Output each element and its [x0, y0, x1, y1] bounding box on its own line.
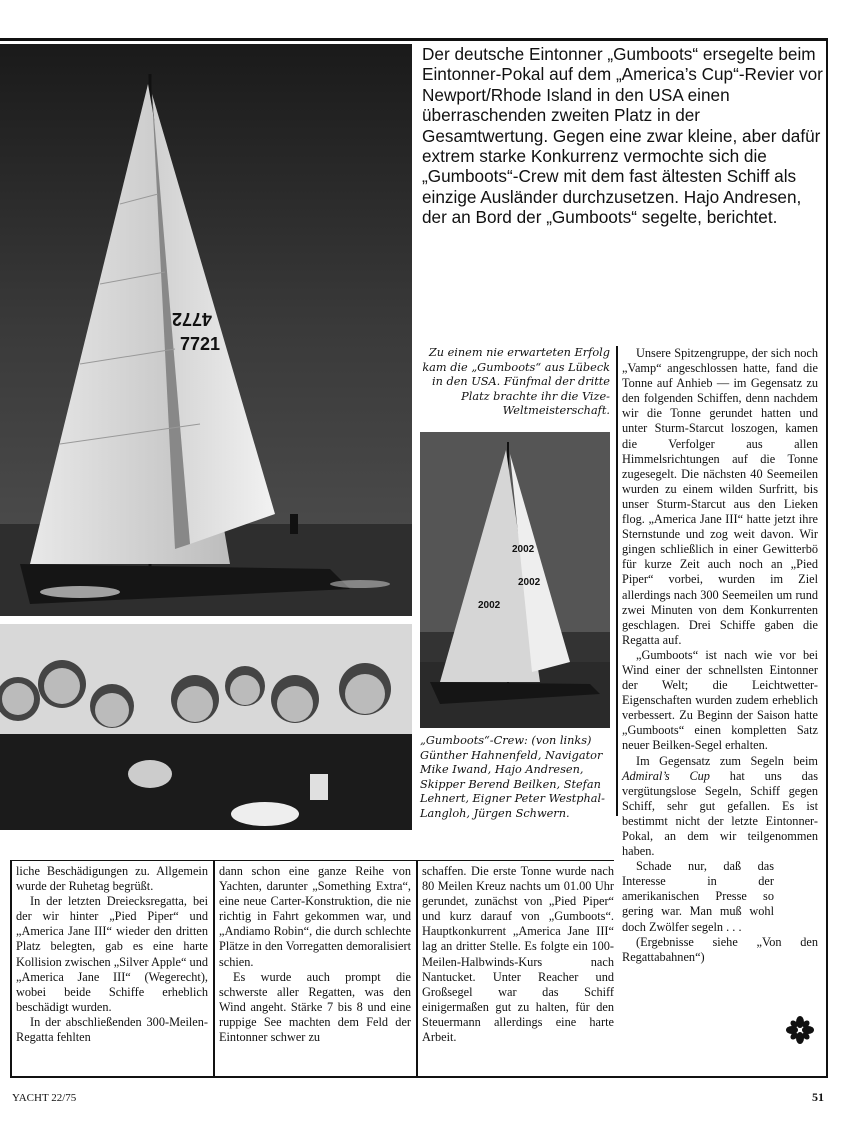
photo-caption-top: Zu einem nie erwarteten Erfolg kam die „Gumboots“ aus Lübeck in den USA. Fünfmal der dritte Platz brachte ihr die Vize-Weltmeisterschaft. [422, 346, 610, 418]
bottom-rule-2 [213, 860, 215, 1076]
right-para-2: „Gumboots“ ist nach wie vor bei Wind einer der schnellsten Eintonner der Welt; die Leichtwetter-Eigenschaften wurden zudem erheblich verbessert. Zu Beginn der Saison hatte „Gumboots“ einen kompletten Satz neuer Beilken-Segel erhalten. [622, 647, 818, 753]
col2-para-1: dann schon eine ganze Reihe von Yachten, darunter „Something Extra“, eine neue Carter-Konstruktion, die nie richtig in Fahrt gekommen war, und „Andiamo Robin“, die durch schlechte Plätze in den Vorregatten demoralisiert schien. [219, 864, 411, 969]
col3-para-1: schaffen. Die erste Tonne wurde nach 80 Meilen Kreuz nachts um 01.00 Uhr gerundet, zunächst von „Pied Piper“ und kurz darauf von „Gumboots“. Hauptkonkurrent „America Jane III“ lag an dritter Stelle. Es folgte ein 100-Meilen-Halbwinds-Kurs nach Nantucket. Unter Reacher und Großsegel war das Schiff einigermaßen gut zu halten, für den Steuermann allerdings eine harte Arbeit. [422, 864, 614, 1045]
small-sail-number-1: 2002 [512, 544, 535, 555]
bottom-column-1 [16, 864, 208, 1045]
bottom-column-3 [422, 864, 614, 1045]
right-column [622, 346, 818, 965]
bottom-box-top [10, 860, 614, 861]
magazine-issue: YACHT 22/75 [12, 1092, 77, 1104]
photo-caption-crew: „Gumboots“-Crew: (von links) Günther Hahnenfeld, Navigator Mike Iwand, Hajo Andresen, Skipper Berend Beilken, Stefan Lehnert, Eigner Peter Westphal-Langloh, Jürgen Schwern. [420, 734, 605, 820]
col2-para-2: Es wurde auch prompt die schwerste aller Regatten, was den Wind angeht. Stärke 7 bis 8 und eine ruppige See machten dem Feld der Eintonner schwer zu [219, 969, 411, 1045]
bottom-box-bottom [10, 1076, 828, 1078]
right-para-1: Unsere Spitzengruppe, der sich noch „Vamp“ angeschlossen hatte, fand die Tonne auf Anhieb — im Gegensatz zu den folgenden Schiffen, denn nachdem wir die Tonne gerundet hatten und unter Sturm-Starcut loszogen, kamen die Verfolger aus allen Himmelsrichtungen auf die Tonne zugesegelt. Die nächsten 40 Seemeilen wurden zu einem wilden Surfritt, bis unser Sturm-Starcut aus den Lieken flog. „America Jane III“ hatte jetzt ihre Sternstunde und zog weit davon. Wir gingen schließlich in einer Gewitterbö für kurze Zeit auch noch an „Pied Piper“ vorbei, wurden im Ziel allerdings nach 300 Seemeilen um rund zwei Minuten von dem Konkurrenten geschlagen. Drei Schiffe gaben die Regatta auf. [622, 346, 818, 647]
right-para-4: Schade nur, daß das Interesse in der amerikanischen Presse so gering war. Man muß wohl doch Zwölfer segeln . . . [622, 859, 774, 934]
small-sailboat-photo [420, 432, 610, 728]
small-sail-number-3: 2002 [478, 600, 501, 611]
crew-photo [0, 624, 412, 830]
right-para-5: (Ergebnisse siehe „Von den Regattabahnen“) [622, 934, 818, 964]
col1-para-2: In der letzten Dreiecksregatta, bei der wir hinter „Pied Piper“ und „America Jane III“ wieder den dritten Platz belegten, gab es eine harte Kollision zwischen „Silver Apple“ und „America Jane III“ (Wegerecht), wobei beide Schiffe erheblich beschädigt wurden. [16, 894, 208, 1014]
bottom-column-2 [219, 864, 411, 1045]
main-sail-number-top: 4772 [172, 309, 213, 329]
small-sail-number-2: 2002 [518, 577, 541, 588]
right-para-3: Im Gegensatz zum Segeln beim Admiral’s Cup hat uns das vergütungslose Segeln, Schiff gegen Schiff, sehr gut gefallen. Es ist bestimmt nicht der letzte Eintonner-Pokal, an dem wir teilgenommen haben. [622, 753, 818, 859]
main-sailboat-photo [0, 44, 412, 616]
end-mark-icon [786, 1016, 814, 1044]
col1-para-3: In der abschließenden 300-Meilen-Regatta fehlten [16, 1014, 208, 1045]
intro-text: Der deutsche Eintonner „Gumboots“ ersegelte beim Eintonner-Pokal auf dem „America’s Cup“-Revier vor Newport/Rhode Island in den USA einen überraschenden zweiten Platz in der Gesamtwertung. Gegen eine zwar kleine, aber dafür extrem starke Konkurrenz vermochte sich die „Gumboots“-Crew mit dem fast ältesten Schiff als einzige Ausländer durchzusetzen. Hajo Andresen, der an Bord der „Gumboots“ segelte, berichtet. [422, 44, 823, 228]
bottom-rule-3 [416, 860, 418, 1076]
page-number: 51 [812, 1090, 824, 1104]
col1-para-1: liche Beschädigungen zu. Allgemein wurde der Ruhetag begrüßt. [16, 864, 208, 894]
main-sail-number-bottom: 7721 [180, 334, 221, 354]
bottom-rule-1 [10, 860, 12, 1076]
top-rule [0, 38, 828, 41]
column-rule-right [616, 346, 618, 816]
column-rule-right-edge [826, 40, 828, 1078]
